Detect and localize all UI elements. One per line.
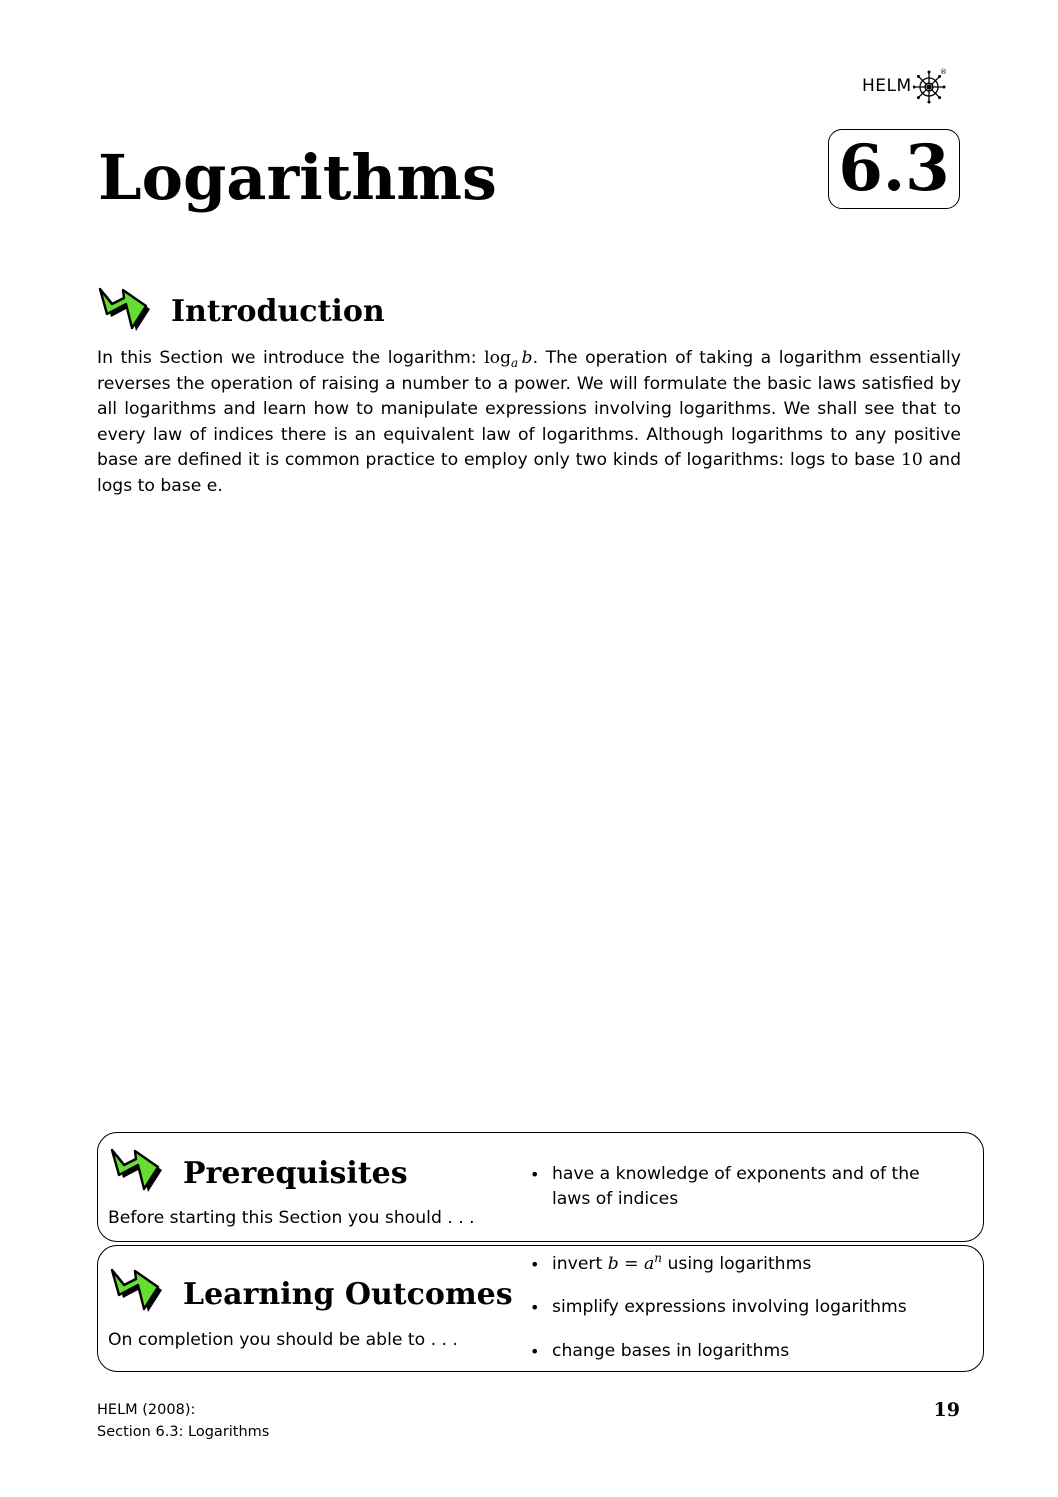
prerequisites-subtext: Before starting this Section you should . . . (108, 1208, 475, 1228)
helm-logo (862, 66, 947, 106)
prerequisites-panel (97, 1132, 984, 1242)
learning-outcomes-subtext: On completion you should be able to . . . (108, 1330, 458, 1350)
section-number: 6.3 (838, 131, 950, 206)
learning-outcome-item: • invert $b = a^n$ using logarithms (530, 1252, 950, 1277)
green-arrow-icon (96, 287, 154, 337)
learning-outcomes-panel (97, 1245, 984, 1372)
ship-wheel-icon (913, 68, 947, 104)
footer-citation (97, 1399, 269, 1443)
helm-logo-text: HELM (862, 76, 912, 96)
learning-outcome-item: • simplify expressions involving logarithms (530, 1295, 950, 1320)
prerequisites-heading: Prerequisites (183, 1156, 408, 1191)
green-arrow-icon (108, 1268, 166, 1318)
prerequisite-item: • have a knowledge of exponents and of the laws of indices (530, 1162, 950, 1212)
footer-line-2: Section 6.3: Logarithms (97, 1424, 270, 1440)
footer-line-1: HELM (2008): (97, 1402, 196, 1418)
learning-outcomes-heading: Learning Outcomes (183, 1277, 513, 1312)
green-arrow-icon (108, 1148, 166, 1198)
learning-outcome-item: • change bases in logarithms (530, 1339, 950, 1364)
page-title: Logarithms (98, 141, 497, 214)
introduction-text: In this Section we introduce the logarithm: $\log_a b$. The operation of taking a logarithm essentially reverses the operation of raising a number to a power. We will formulate the basic laws satisfied by all logarithms and learn how to manipulate expressions involving logarithms. We shall see that to every law of indices there is an equivalent law of logarithms. Although logarithms to any positive base are defined it is common practice to employ only two kinds of logarithms: logs to base 10 and logs to base e. (97, 348, 961, 496)
introduction-heading: Introduction (171, 294, 385, 329)
page-number: 19 (933, 1399, 960, 1421)
section-number-box (828, 129, 960, 209)
log-expression: $\log_a b$ (484, 348, 533, 370)
registered-mark: ® (939, 68, 947, 76)
